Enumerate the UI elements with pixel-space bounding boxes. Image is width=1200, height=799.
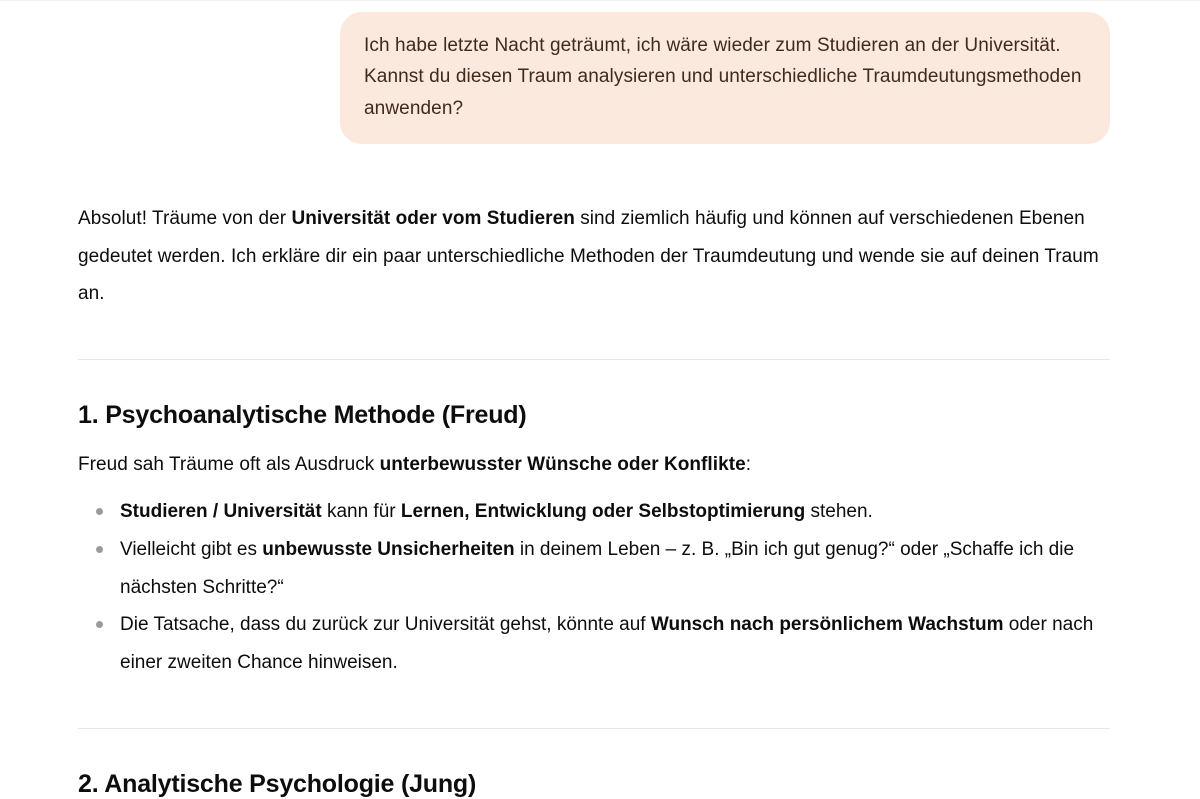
lead-bold-1: unterbewusster Wünsche oder Konflikte bbox=[379, 453, 746, 475]
lead-text-2: : bbox=[745, 453, 752, 475]
intro-text-2: sind ziemlich häufig und können auf verschiedenen Ebenen gedeutet werden. Ich erkläre dir ein paar unterschiedliche Methoden der Traumdeutung und wende sie auf deinen Traum an. bbox=[78, 208, 1099, 305]
section-1-bullet-list bbox=[78, 493, 1110, 681]
bullet-bold-1: Wunsch nach persönlichem Wachstum bbox=[650, 614, 1004, 636]
section-heading-1: 1. Psychoanalytische Methode (Freud) bbox=[78, 400, 527, 429]
bullet-text-2: kann für bbox=[321, 501, 401, 523]
bullet-bold-1: Studieren / Universität bbox=[120, 501, 322, 523]
intro-bold-1: Universität oder vom Studieren bbox=[291, 208, 575, 230]
list-item bbox=[118, 606, 1110, 681]
bullet-text-2: oder nach einer zweiten Chance hinweisen. bbox=[120, 614, 1094, 673]
bullet-text-1: Die Tatsache, dass du zurück zur Universität gehst, könnte auf bbox=[120, 614, 651, 636]
user-message-bubble[interactable]: Ich habe letzte Nacht geträumt, ich wäre wieder zum Studieren an der Universität. Kannst du diesen Traum analysieren und unterschiedliche Traumdeutungsmethoden anwenden? bbox=[340, 12, 1110, 144]
section-heading-2: 2. Analytische Psychologie (Jung) bbox=[78, 769, 477, 798]
bullet-bold-1: unbewusste Unsicherheiten bbox=[262, 539, 515, 561]
list-item bbox=[118, 493, 1110, 531]
section-divider-2 bbox=[78, 728, 1110, 729]
assistant-message bbox=[0, 144, 1200, 798]
lead-text-1: Freud sah Träume oft als Ausdruck bbox=[78, 453, 380, 475]
bullet-text-3: stehen. bbox=[805, 501, 873, 523]
list-item bbox=[118, 531, 1110, 606]
assistant-intro-paragraph bbox=[78, 200, 1110, 313]
intro-text-1: Absolut! Träume von der bbox=[78, 208, 292, 230]
bullet-bold-2: Lernen, Entwicklung oder Selbstoptimierung bbox=[400, 501, 806, 523]
bullet-text-2: in deinem Leben – z. B. „Bin ich gut genug?“ oder „Schaffe ich die nächsten Schritte?“ bbox=[120, 539, 1075, 598]
top-divider bbox=[0, 0, 1200, 1]
bullet-text-1: Vielleicht gibt es bbox=[120, 539, 263, 561]
section-1-lead bbox=[78, 446, 1110, 484]
user-message-row bbox=[0, 0, 1200, 144]
section-divider-1 bbox=[78, 359, 1110, 360]
